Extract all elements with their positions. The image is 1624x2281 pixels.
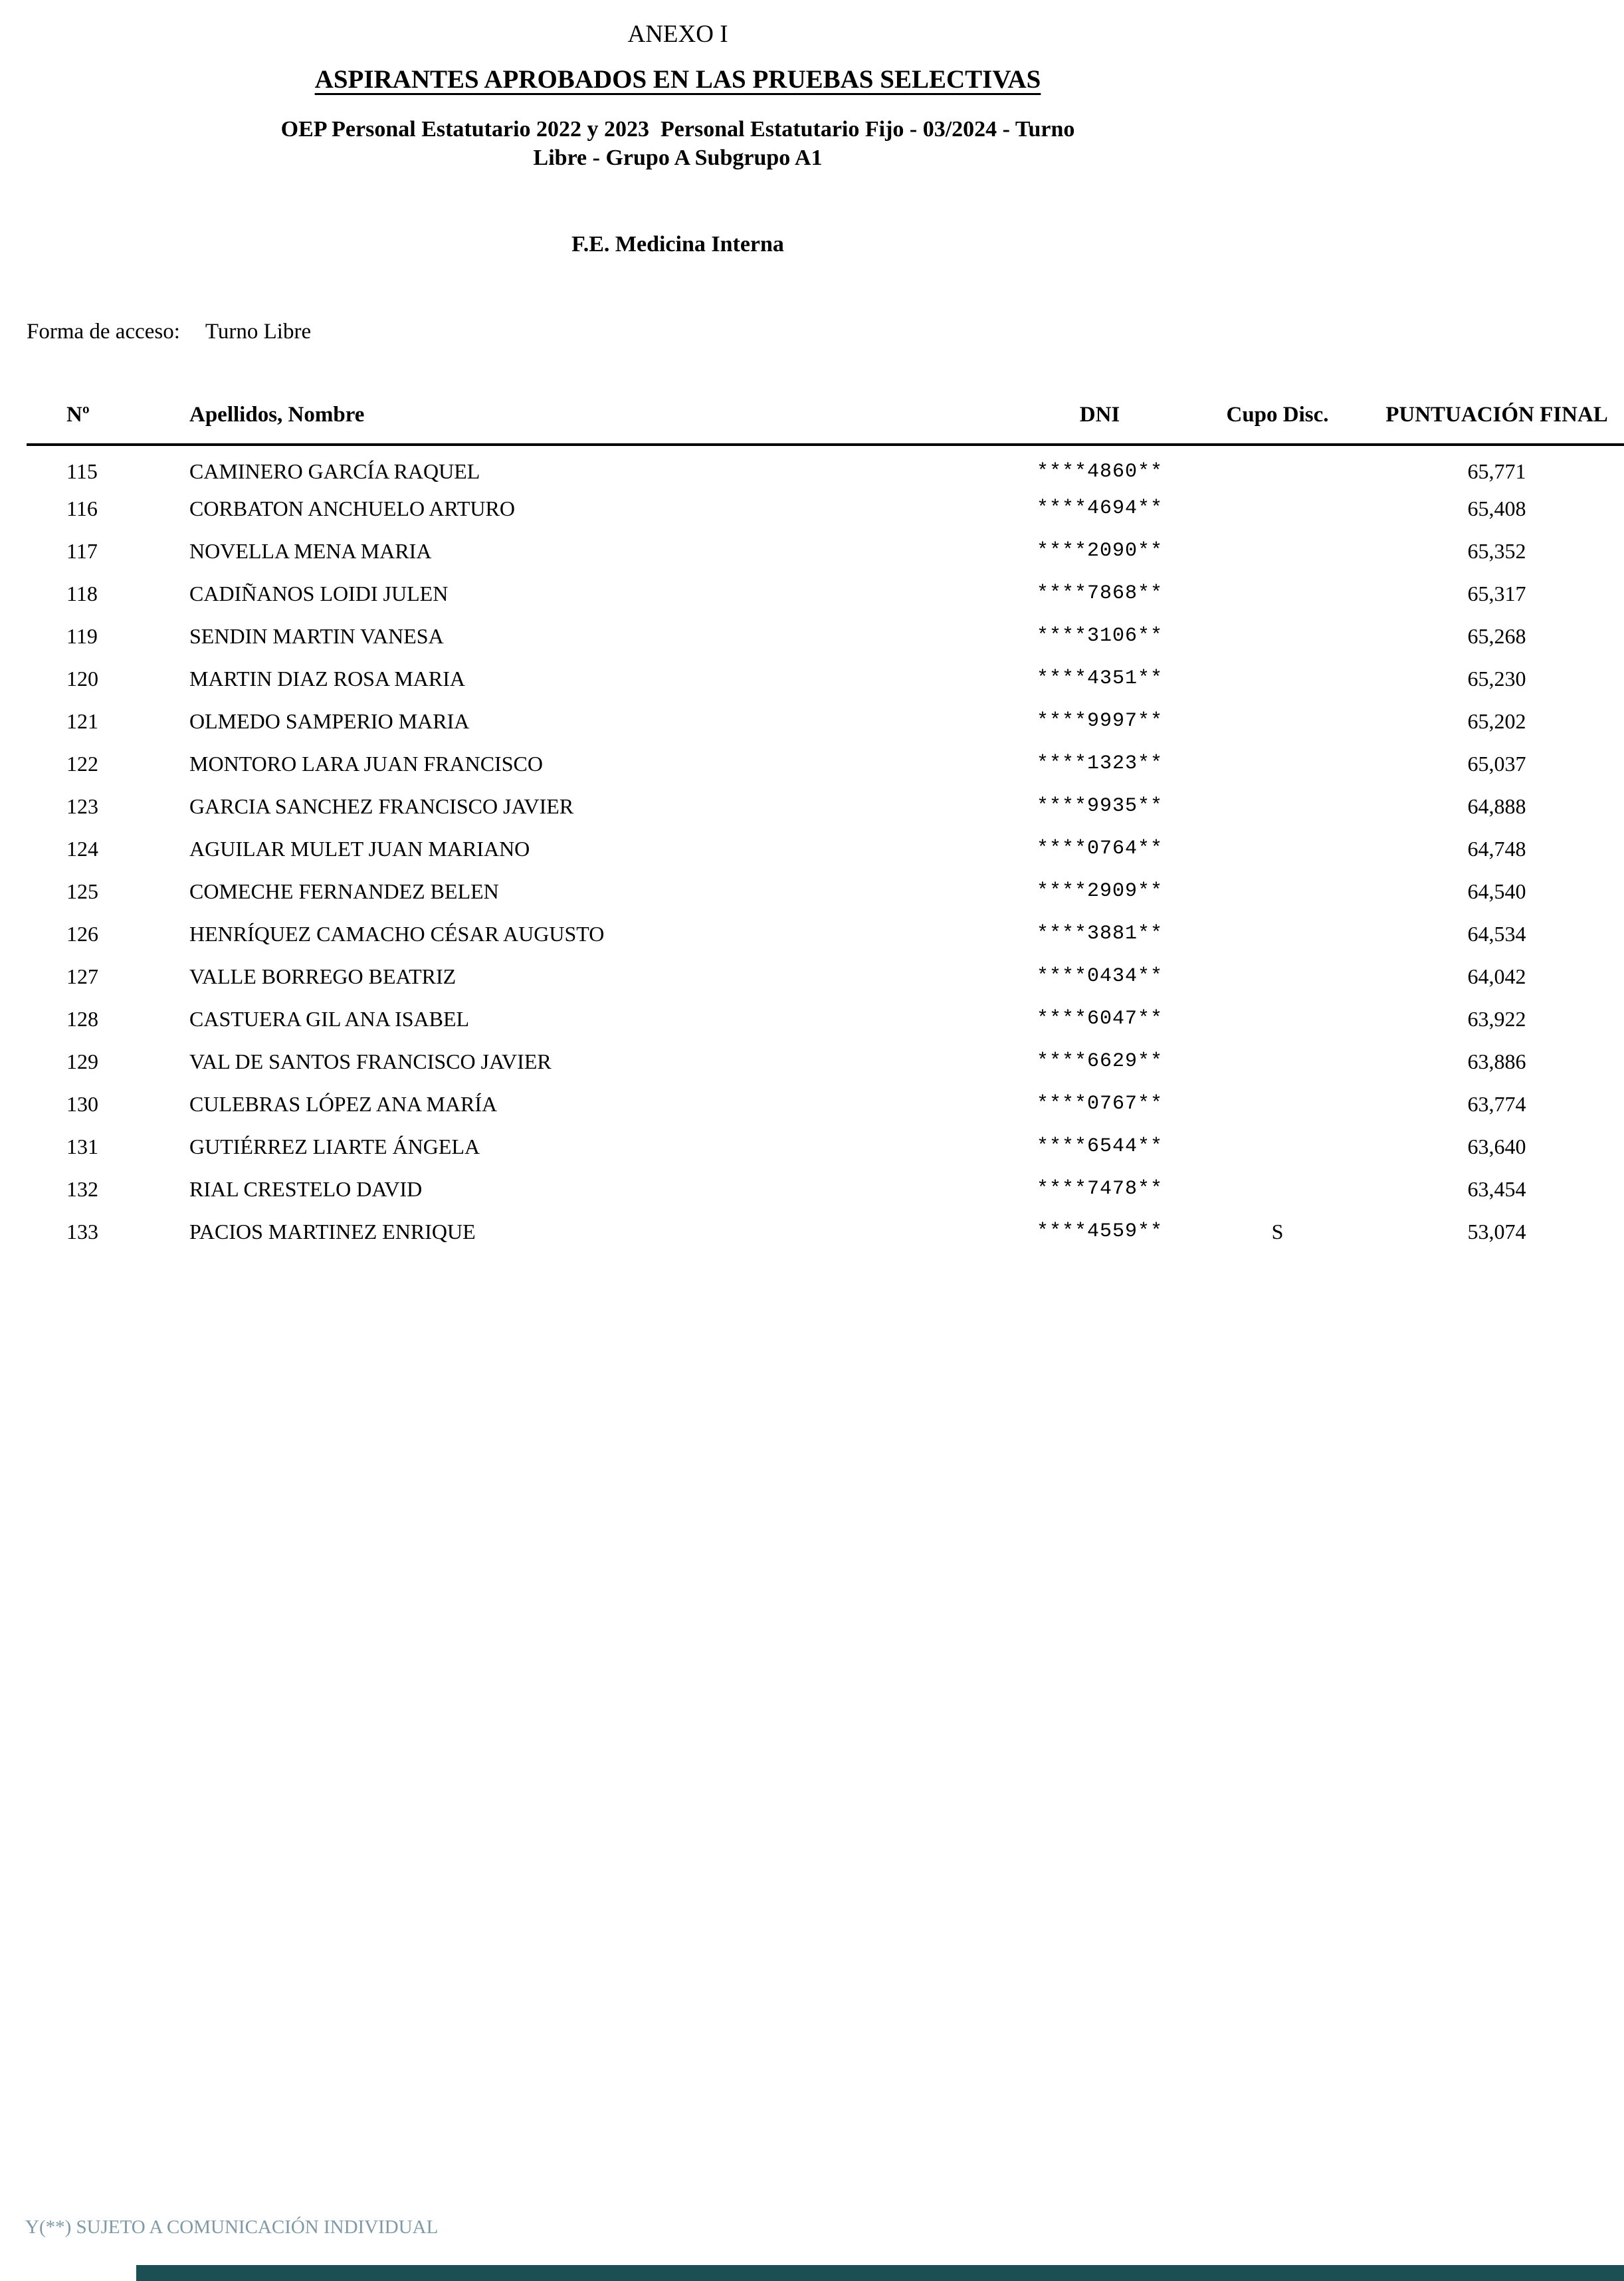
specialty-title: F.E. Medicina Interna bbox=[571, 232, 784, 257]
page-title: ANEXO I bbox=[627, 21, 728, 48]
row-name: CORBATON ANCHUELO ARTURO bbox=[189, 496, 515, 520]
row-number: 130 bbox=[66, 1091, 98, 1116]
row-score: 65,202 bbox=[1467, 708, 1526, 733]
row-dni: ****9997** bbox=[1036, 710, 1164, 732]
row-name: VALLE BORREGO BEATRIZ bbox=[189, 964, 457, 988]
row-score: 65,037 bbox=[1467, 751, 1526, 776]
row-number: 119 bbox=[66, 623, 98, 648]
row-cupo bbox=[1213, 870, 1342, 913]
table-row bbox=[27, 530, 1624, 572]
header-name: Apellidos, Nombre bbox=[189, 403, 365, 427]
row-score: 65,268 bbox=[1467, 623, 1526, 648]
row-cupo: S bbox=[1271, 1219, 1284, 1244]
row-score: 63,922 bbox=[1467, 1006, 1526, 1031]
row-number: 127 bbox=[66, 964, 98, 988]
row-name: RIAL CRESTELO DAVID bbox=[189, 1176, 423, 1201]
row-cupo bbox=[1213, 700, 1342, 742]
row-name: NOVELLA MENA MARIA bbox=[189, 538, 432, 563]
page-subtitle: ASPIRANTES APROBADOS EN LAS PRUEBAS SELECTIVAS bbox=[314, 65, 1041, 94]
table-row bbox=[27, 1168, 1624, 1210]
row-cupo bbox=[1213, 955, 1342, 998]
row-name: MARTIN DIAZ ROSA MARIA bbox=[189, 666, 465, 691]
row-name: CASTUERA GIL ANA ISABEL bbox=[189, 1006, 470, 1031]
header-row bbox=[27, 403, 1624, 445]
row-dni: ****0767** bbox=[1036, 1093, 1164, 1115]
access-value: Turno Libre bbox=[205, 320, 312, 344]
row-dni: ****4559** bbox=[1036, 1220, 1164, 1243]
row-number: 121 bbox=[66, 708, 98, 733]
table-row bbox=[27, 657, 1624, 700]
row-number: 128 bbox=[66, 1006, 98, 1031]
row-cupo bbox=[1213, 657, 1342, 700]
row-cupo bbox=[1213, 742, 1342, 785]
row-dni: ****4860** bbox=[1036, 460, 1164, 483]
table-row bbox=[27, 1040, 1624, 1083]
row-name: COMECHE FERNANDEZ BELEN bbox=[189, 879, 499, 903]
row-score: 63,454 bbox=[1467, 1176, 1526, 1201]
row-dni: ****4694** bbox=[1036, 497, 1164, 520]
row-number: 120 bbox=[66, 666, 98, 691]
row-score: 64,540 bbox=[1467, 879, 1526, 903]
row-score: 65,408 bbox=[1467, 496, 1526, 520]
row-score: 53,074 bbox=[1467, 1219, 1526, 1244]
row-dni: ****7868** bbox=[1036, 582, 1164, 605]
row-cupo bbox=[1213, 827, 1342, 870]
row-cupo bbox=[1213, 785, 1342, 827]
row-score: 64,888 bbox=[1467, 794, 1526, 818]
header-cupo: Cupo Disc. bbox=[1226, 403, 1329, 427]
call-title-line2: Libre - Grupo A Subgrupo A1 bbox=[533, 145, 823, 170]
row-cupo bbox=[1213, 1168, 1342, 1210]
row-number: 133 bbox=[66, 1219, 98, 1244]
table-row bbox=[27, 742, 1624, 785]
row-score: 65,317 bbox=[1467, 581, 1526, 605]
row-cupo bbox=[1213, 998, 1342, 1040]
row-name: SENDIN MARTIN VANESA bbox=[189, 623, 444, 648]
results-table-body bbox=[27, 445, 1624, 1253]
row-dni: ****7478** bbox=[1036, 1178, 1164, 1200]
row-number: 122 bbox=[66, 751, 98, 776]
row-number: 117 bbox=[66, 538, 98, 563]
access-row bbox=[27, 320, 1624, 344]
row-name: AGUILAR MULET JUAN MARIANO bbox=[189, 836, 530, 861]
row-cupo bbox=[1213, 913, 1342, 955]
row-number: 116 bbox=[66, 496, 98, 520]
row-name: PACIOS MARTINEZ ENRIQUE bbox=[189, 1219, 476, 1244]
table-row bbox=[27, 955, 1624, 998]
row-cupo bbox=[1213, 487, 1342, 530]
footer-bar bbox=[136, 2265, 1624, 2281]
row-cupo bbox=[1213, 1125, 1342, 1168]
access-label: Forma de acceso: bbox=[27, 320, 180, 344]
table-row bbox=[27, 785, 1624, 827]
row-name: CADIÑANOS LOIDI JULEN bbox=[189, 581, 449, 605]
header-number: Nº bbox=[66, 403, 90, 427]
header-dni: DNI bbox=[1079, 403, 1120, 427]
row-name: GUTIÉRREZ LIARTE ÁNGELA bbox=[189, 1134, 480, 1158]
row-name: OLMEDO SAMPERIO MARIA bbox=[189, 708, 470, 733]
row-score: 64,042 bbox=[1467, 964, 1526, 988]
row-number: 126 bbox=[66, 921, 98, 946]
row-dni: ****6047** bbox=[1036, 1008, 1164, 1030]
row-name: HENRÍQUEZ CAMACHO CÉSAR AUGUSTO bbox=[189, 921, 605, 946]
document-header bbox=[0, 0, 1356, 257]
row-number: 115 bbox=[66, 459, 98, 483]
results-table bbox=[27, 403, 1624, 1253]
row-number: 118 bbox=[66, 581, 98, 605]
row-cupo bbox=[1213, 615, 1342, 657]
row-cupo bbox=[1213, 445, 1342, 487]
row-score: 63,640 bbox=[1467, 1134, 1526, 1158]
row-dni: ****2909** bbox=[1036, 880, 1164, 903]
row-number: 124 bbox=[66, 836, 98, 861]
row-score: 65,771 bbox=[1467, 459, 1526, 483]
row-cupo bbox=[1213, 572, 1342, 615]
header-score: PUNTUACIÓN FINAL bbox=[1385, 403, 1608, 427]
table-row bbox=[27, 913, 1624, 955]
table-row bbox=[27, 487, 1624, 530]
row-score: 65,352 bbox=[1467, 538, 1526, 563]
table-row bbox=[27, 615, 1624, 657]
row-name: MONTORO LARA JUAN FRANCISCO bbox=[189, 751, 543, 776]
results-table-head bbox=[27, 403, 1624, 445]
row-score: 65,230 bbox=[1467, 666, 1526, 691]
row-dni: ****3881** bbox=[1036, 923, 1164, 945]
row-number: 123 bbox=[66, 794, 98, 818]
table-row bbox=[27, 1083, 1624, 1125]
table-row bbox=[27, 1125, 1624, 1168]
row-score: 64,534 bbox=[1467, 921, 1526, 946]
table-row bbox=[27, 445, 1624, 487]
row-number: 132 bbox=[66, 1176, 98, 1201]
row-name: GARCIA SANCHEZ FRANCISCO JAVIER bbox=[189, 794, 574, 818]
row-number: 131 bbox=[66, 1134, 98, 1158]
row-dni: ****6544** bbox=[1036, 1135, 1164, 1158]
row-dni: ****3106** bbox=[1036, 625, 1164, 647]
table-row bbox=[27, 1210, 1624, 1253]
row-dni: ****0764** bbox=[1036, 837, 1164, 860]
row-dni: ****1323** bbox=[1036, 752, 1164, 775]
row-cupo bbox=[1213, 530, 1342, 572]
row-dni: ****2090** bbox=[1036, 540, 1164, 562]
call-title-line1: OEP Personal Estatutario 2022 y 2023 Personal Estatutario Fijo - 03/2024 - Turno bbox=[280, 117, 1075, 142]
row-dni: ****6629** bbox=[1036, 1050, 1164, 1073]
row-dni: ****4351** bbox=[1036, 667, 1164, 690]
row-score: 63,886 bbox=[1467, 1049, 1526, 1073]
table-row bbox=[27, 998, 1624, 1040]
row-cupo bbox=[1213, 1083, 1342, 1125]
row-dni: ****9935** bbox=[1036, 795, 1164, 817]
row-dni: ****0434** bbox=[1036, 965, 1164, 988]
row-number: 129 bbox=[66, 1049, 98, 1073]
table-row bbox=[27, 827, 1624, 870]
table-row bbox=[27, 572, 1624, 615]
row-name: CULEBRAS LÓPEZ ANA MARÍA bbox=[189, 1091, 498, 1116]
row-score: 64,748 bbox=[1467, 836, 1526, 861]
call-title bbox=[0, 116, 1356, 172]
table-row bbox=[27, 870, 1624, 913]
row-name: VAL DE SANTOS FRANCISCO JAVIER bbox=[189, 1049, 552, 1073]
row-number: 125 bbox=[66, 879, 98, 903]
row-score: 63,774 bbox=[1467, 1091, 1526, 1116]
row-name: CAMINERO GARCÍA RAQUEL bbox=[189, 459, 480, 483]
table-row bbox=[27, 700, 1624, 742]
row-cupo bbox=[1213, 1040, 1342, 1083]
footer-note: Y(**) SUJETO A COMUNICACIÓN INDIVIDUAL bbox=[25, 2217, 439, 2238]
